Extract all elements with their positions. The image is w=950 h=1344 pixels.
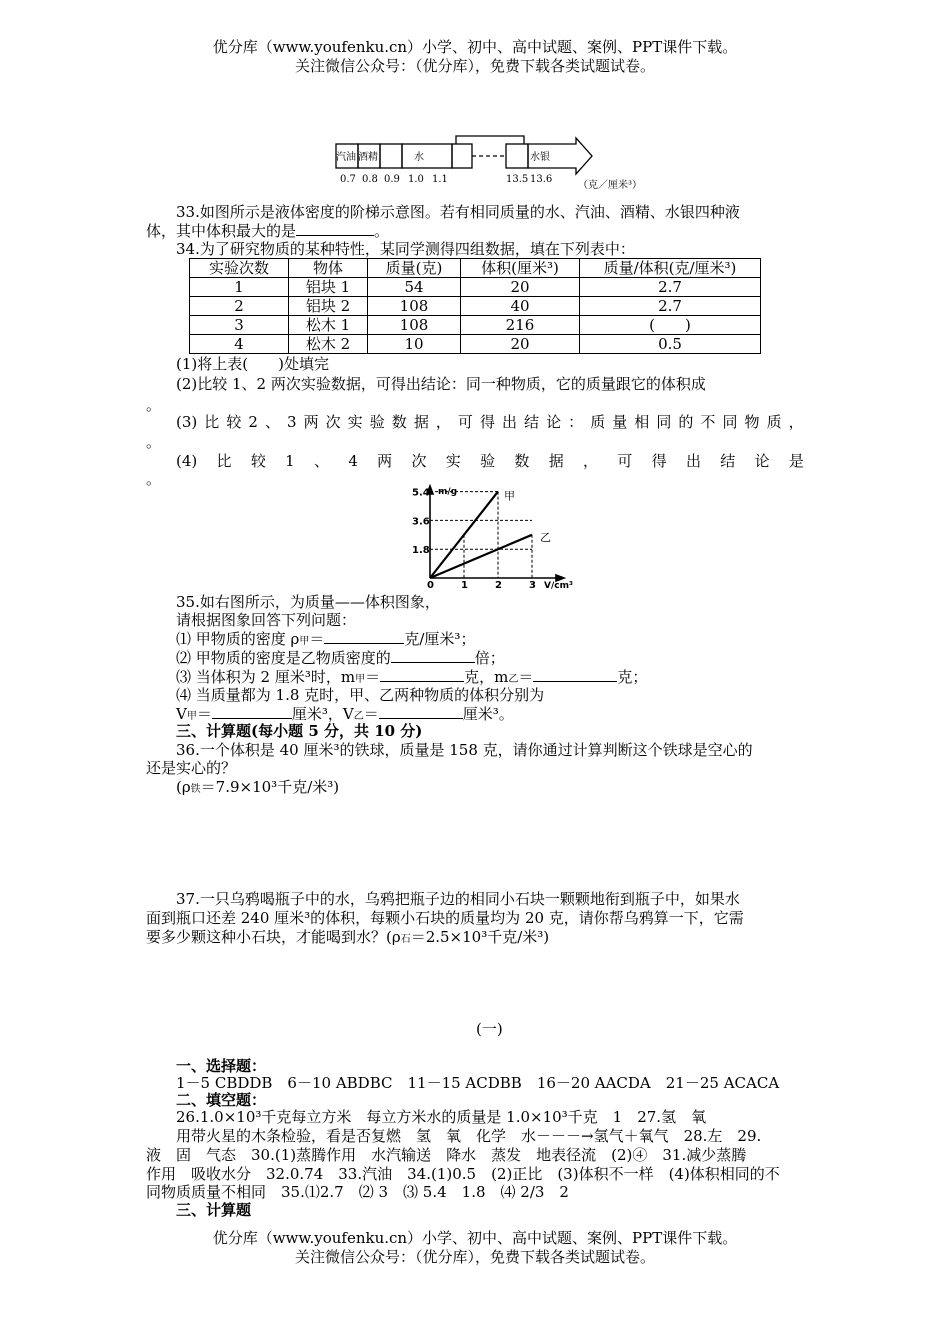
table-cell: 2.7 [580,297,761,316]
text: ＝ [365,668,381,686]
q37-line-2: 面到瓶口还差 240 厘米³的体积，每颗小石块的质量均为 20 克，请你帮乌鸦算一下，它需 [146,909,744,927]
word: 4 [348,452,358,470]
word: 较 [226,413,242,431]
word: 同 [656,413,672,431]
word: 不 [700,413,716,431]
word: 可 [457,413,473,431]
word: 数 [391,413,407,431]
q36-line-1: 36.一个体积是 40 厘米³的铁球，质量是 158 克，请你通过计算判断这个铁球是空心的 [176,741,753,759]
word: 比 [204,413,220,431]
word: 数 [514,452,530,470]
word: 2 [248,413,258,431]
word: 比 [216,452,232,470]
text: ⑵ 甲物质的密度是乙物质密度的 [176,649,391,667]
word: 相 [634,413,650,431]
y-axis-label: m/g [438,487,458,497]
word: 据 [413,413,429,431]
table-cell: 0.5 [580,335,761,354]
word: 出 [685,452,701,470]
answers-fill-2: 用带火星的木条检验，看是否复燃 氢 氧 化学 水－－－→氢气＋氧气 28.左 29. [176,1127,762,1145]
answers-choice: 1－5 CBDDB 6－10 ABDBC 11－15 ACDBB 16－20 AACDA 21－25 ACACA [176,1074,780,1092]
word: 得 [651,452,667,470]
word: 得 [479,413,495,431]
text: ＝ [196,705,212,723]
series-label-jia: 甲 [504,489,515,503]
q33-end: 。 [374,222,390,240]
q34-part-4 [176,452,804,470]
word: 、 [264,413,280,431]
word: 据 [548,452,564,470]
q34-data-table [189,258,761,354]
table-cell: 松木 1 [289,316,368,335]
table-cell: 铝块 2 [289,297,368,316]
word: 两 [377,452,393,470]
word: 较 [250,452,266,470]
word: 3 [287,413,297,431]
q34-part-3-end: 。 [146,433,162,451]
q34-part-4-end: 。 [146,470,162,488]
answers-title: (一) [476,1020,503,1038]
subscript: 甲 [186,711,197,722]
q35-2-blank[interactable] [391,648,475,663]
ladder-tick: 13.5 [506,174,529,185]
table-row [190,278,761,297]
ladder-cell-water: 水 [414,152,424,163]
word: (4) [176,452,198,470]
text: 厘米³，V [291,705,354,723]
word: 的 [678,413,694,431]
word: ， [788,413,804,431]
q37-line-1: 37.一只乌鸦喝瓶子中的水，乌鸦把瓶子边的相同小石块一颗颗地衔到瓶子中，如果水 [176,890,740,908]
answers-fill-1: 26.1.0×10³千克每立方米 每立方米水的质量是 1.0×10³千克 1 27.氢 氧 [176,1108,707,1126]
word: 验 [480,452,496,470]
ladder-cell-mercury: 水银 [530,152,550,163]
word: 结 [720,452,736,470]
table-row [190,335,761,354]
footer-line-1: 优分库（www.youfenku.cn）小学、初中、高中试题、案例、PPT课件下载。 [212,1229,738,1247]
word: 次 [411,452,427,470]
series-lines [430,489,532,578]
x-tick-label: 1 [461,580,468,591]
table-cell: 3 [190,316,289,335]
series-label-yi: 乙 [540,530,551,544]
table-cell: 2 [190,297,289,316]
q35-sub-2 [176,648,505,667]
q34-intro: 34.为了研究物质的某种特性，某同学测得四组数据，填在下列表中： [176,240,635,258]
q35-sub-4: ⑷ 当质量都为 1.8 克时，甲、乙两种物质的体积分别为 [176,686,545,704]
table-cell: 20 [461,335,580,354]
ladder-tick: 1.1 [432,174,448,185]
ladder-tick: 1.0 [408,174,424,185]
answers-fill-3: 液 固 气态 30.(1)蒸腾作用 水汽输送 降水 蒸发 地表径流 (2)④ 31.减少蒸腾 [146,1146,747,1164]
subscript: 乙 [353,711,364,722]
word: 验 [369,413,385,431]
answers-section-3: 三、计算题 [176,1201,252,1219]
section-3-heading: 三、计算题(每小题 5 分，共 10 分) [176,722,423,740]
word: (3) [176,413,198,431]
ladder-unit: （克／厘米³） [578,180,643,191]
text: ＝ [363,705,379,723]
q35-3b-blank[interactable] [533,667,617,682]
ladder-cell-gasoline: 汽油 [336,152,356,163]
word: 实 [445,452,461,470]
table-cell: 216 [461,316,580,335]
ladder-tick: 0.8 [362,174,378,185]
q36-line-3 [176,778,339,799]
text: 克，m [464,668,509,686]
word: 次 [325,413,341,431]
series-line-yi [430,535,532,578]
x-tick-label: 0 [427,580,434,591]
text: 倍； [474,649,505,667]
table-cell: 108 [368,316,461,335]
word: 实 [347,413,363,431]
text: 克/厘米³； [404,630,476,648]
table-cell: 20 [461,278,580,297]
q35-line-1: 35.如右图所示，为质量——体积图象， [176,593,440,611]
text: ＝7.9×10³千克/米³) [200,778,340,796]
q35-1-blank[interactable] [324,629,404,644]
word: 1 [285,452,295,470]
table-cell: 2.7 [580,278,761,297]
word: 出 [502,413,518,431]
q35-4b-blank[interactable] [379,704,463,719]
subscript: 铁 [190,784,201,795]
word: ： [568,413,584,431]
q35-line-2: 请根据图象回答下列问题： [176,611,357,629]
answers-fill-5: 同物质质量不相同 35.⑴2.7 ⑵ 3 ⑶ 5.4 1.8 ⑷ 2/3 2 [146,1183,569,1201]
table-cell: 4 [190,335,289,354]
text: 克； [617,668,648,686]
word: 质 [766,413,782,431]
table-row [190,297,761,316]
word: ， [583,452,599,470]
table-header-row [190,259,761,278]
word: 是 [788,452,804,470]
text: 要多少颗这种小石块，才能喝到水？(ρ [146,928,401,946]
word: 、 [314,452,330,470]
y-tick-label: 5.4 [412,487,430,499]
table-header: 体积(厘米³) [461,259,580,278]
mass-volume-chart [398,484,588,592]
subscript: 甲 [355,674,366,685]
word: 结 [524,413,540,431]
table-cell-answer-slot[interactable]: ( ) [580,316,761,335]
table-cell: 松木 2 [289,335,368,354]
footer-line-2: 关注微信公众号：（优分库），免费下载各类试题试卷。 [294,1248,655,1266]
text: 厘米³。 [462,705,514,723]
q34-part-2: (2)比较 1、2 两次实验数据，可得出结论：同一种物质，它的质量跟它的体积成 [176,375,706,393]
header-line-1: 优分库（www.youfenku.cn）小学、初中、高中试题、案例、PPT课件下载。 [212,38,738,56]
q35-4a-blank[interactable] [212,704,292,719]
word: 物 [744,413,760,431]
table-cell: 108 [368,297,461,316]
text: (ρ [176,778,191,796]
text: ＝ [309,630,325,648]
subscript: 乙 [508,674,519,685]
table-header: 质量/体积(克/厘米³) [580,259,761,278]
word: 论 [754,452,770,470]
word: 两 [303,413,319,431]
text: ＝ [518,668,534,686]
header-line-2: 关注微信公众号：（优分库），免费下载各类试题试卷。 [294,57,655,75]
gridlines [430,489,532,578]
word: 质 [590,413,606,431]
word: 可 [617,452,633,470]
q35-3a-blank[interactable] [380,667,464,682]
table-cell: 铝块 1 [289,278,368,297]
ladder-cell-alcohol: 酒精 [358,152,378,163]
table-cell: 1 [190,278,289,297]
table-cell: 40 [461,297,580,316]
subscript: 甲 [299,636,310,647]
word: ， [435,413,451,431]
q34-part-2-end: 。 [146,396,162,414]
y-tick-label: 1.8 [412,545,430,557]
q33-line-1: 33.如图所示是液体密度的阶梯示意图。若有相同质量的水、汽油、酒精、水银四种液 [176,203,740,221]
q37-line-3 [146,928,549,949]
x-tick-label: 3 [529,580,536,591]
answers-fill-4: 作用 吸收水分 32.0.74 33.汽油 34.(1)0.5 (2)正比 (3)体积不一样 (4)体积相同的不 [146,1165,780,1183]
q36-line-2: 还是实心的？ [146,759,237,777]
answers-section-1: 一、选择题： [176,1057,267,1075]
q34-part-1: (1)将上表( )处填完 [176,355,329,373]
word: 论 [546,413,562,431]
table-cell: 54 [368,278,461,297]
table-row [190,316,761,335]
text: ⑴ 甲物质的密度 ρ [176,630,300,648]
q34-part-3 [176,413,804,431]
subscript: 石 [400,934,411,945]
y-tick-label: 3.6 [412,516,430,528]
q33-text: 体，其中体积最大的是 [146,222,297,240]
text: ＝2.5×10³千克/米³) [410,928,550,946]
ladder-tick: 0.9 [384,174,400,185]
q33-line-2 [146,221,389,240]
x-tick-label: 2 [495,580,502,591]
table-header: 质量(克) [368,259,461,278]
text: ⑶ 当体积为 2 厘米³时，m [176,668,356,686]
word: 同 [722,413,738,431]
table-header: 物体 [289,259,368,278]
table-cell: 10 [368,335,461,354]
ladder-tick: 13.6 [530,174,553,185]
answers-section-2: 二、填空题： [176,1091,267,1109]
word: 量 [612,413,628,431]
q33-answer-blank[interactable] [296,221,374,236]
x-axis-label: V/cm³ [544,581,573,591]
table-header: 实验次数 [190,259,289,278]
text: V [176,705,187,723]
ladder-tick: 0.7 [340,174,356,185]
